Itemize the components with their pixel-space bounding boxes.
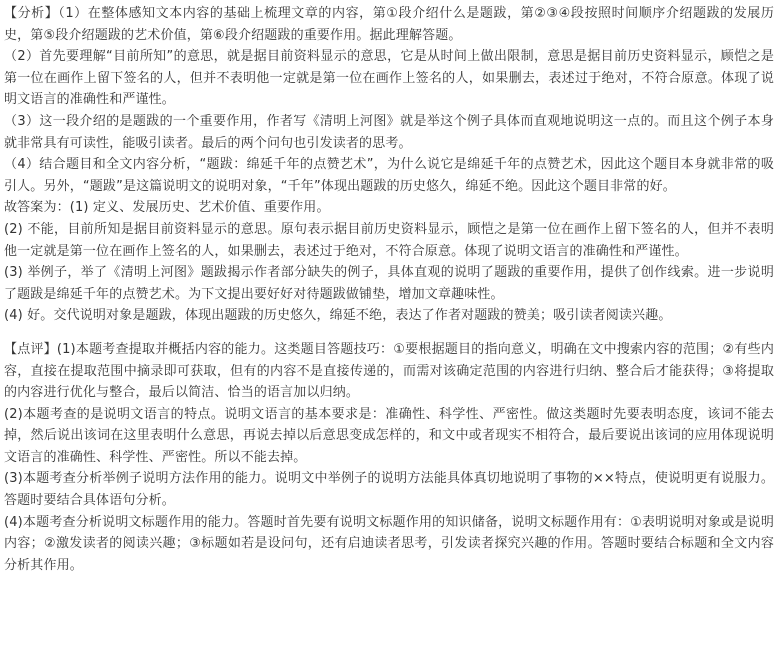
analysis-section — [4, 3, 774, 327]
analysis-paragraph-3: （3）这一段介绍的是题跋的一个重要作用，作者写《清明上河图》就是举这个例子具体而直观地说明这一点的。而且这个例子本身就非常具有可读性，能吸引读者。最后的两个问句也引发读者的思考。 — [4, 113, 774, 151]
analysis-paragraph-2: （2）首先要理解“目前所知”的意思，就是据目前资料显示的意思，它是从时间上做出限制，意思是据目前历史资料显示，顾恺之是第一位在画作上留下签名的人，但并不表明他一定就是第一位在画作上签名的人，如果删去，表述过于绝对，不符合原意。体现了说明文语言的准确性和严谨性。 — [4, 49, 774, 108]
comment-paragraph-3: (3)本题考查分析举例子说明方法作用的能力。说明文中举例子的说明方法能具体真切地说明了事物的××特点，使说明更有说服力。答题时要结合具体语句分析。 — [4, 471, 774, 509]
comment-paragraph-4: (4)本题考查分析说明文标题作用的能力。答题时首先要有说明文标题作用的知识储备，说明文标题作用有：①表明说明对象或是说明内容；②激发读者的阅读兴趣；③标题如若是设问句，还有启迪读者思考，引发读者探究兴趣的作用。答题时要结合标题和全文内容分析其作用。 — [4, 514, 774, 573]
analysis-paragraph-4: （4）结合题目和全文内容分析，“题跋：绵延千年的点赞艺术”，为什么说它是绵延千年的点赞艺术，因此这个题目本身就非常的吸引人。另外，“题跋”是这篇说明文的说明对象，“千年”体现出题跋的历史悠久，绵延不绝。因此这个题目非常的好。 — [4, 157, 774, 194]
answer-line-4: (4) 好。交代说明对象是题跋，体现出题跋的历史悠久，绵延不绝，表达了作者对题跋的赞美；吸引读者阅读兴趣。 — [4, 308, 672, 324]
comment-paragraph-2: (2)本题考查的是说明文语言的特点。说明文语言的基本要求是：准确性、科学性、严密性。做这类题时先要表明态度，该词不能去掉，然后说出该词在这里表明什么意思，再说去掉以后意思变成怎样的，和文中或者现实不相符合，最后要说出该词的应用体现说明文语言的准确性、科学性、严密性。所以不能去掉。 — [4, 406, 774, 465]
answer-line-1: 故答案为：(1) 定义、发展历史、艺术价值、重要作用。 — [4, 200, 330, 216]
section-divider — [4, 327, 774, 339]
comment-section — [4, 339, 774, 577]
analysis-paragraph-intro: 【分析】（1）在整体感知文本内容的基础上梳理文章的内容，第①段介绍什么是题跋，第②③④段按照时间顺序介绍题跋的发展历史，第⑤段介绍题跋的艺术价值，第⑥段介绍题跋的重要作用。据此理解答题。 — [4, 6, 774, 43]
answer-line-3: (3) 举例子，举了《清明上河图》题跋揭示作者部分缺失的例子，具体直观的说明了题跋的重要作用，提供了创作线索。进一步说明了题跋是绵延千年的点赞艺术。为下文提出要好好对待题跋做铺垫，增加文章趣味性。 — [4, 265, 774, 302]
answer-line-2: (2) 不能，目前所知是据目前资料显示的意思。原句表示据目前历史资料显示，顾恺之是第一位在画作上留下签名的人，但并不表明他一定就是第一位在画作上签名的人，如果删去，表述过于绝对，不符合原意。体现了说明文语言的准确性和严谨性。 — [4, 221, 774, 259]
comment-paragraph-1: 【点评】(1)本题考查提取并概括内容的能力。这类题目答题技巧：①要根据题目的指向意义，明确在文中搜索内容的范围；②有些内容，直接在提取范围中摘录即可获取，但有的内容不是直接传递的，而需对该确定范围的内容进行归纳、整合后才能获得；③将提取的内容进行优化与整合，最后以简洁、恰当的语言加以归纳。 — [4, 341, 774, 401]
